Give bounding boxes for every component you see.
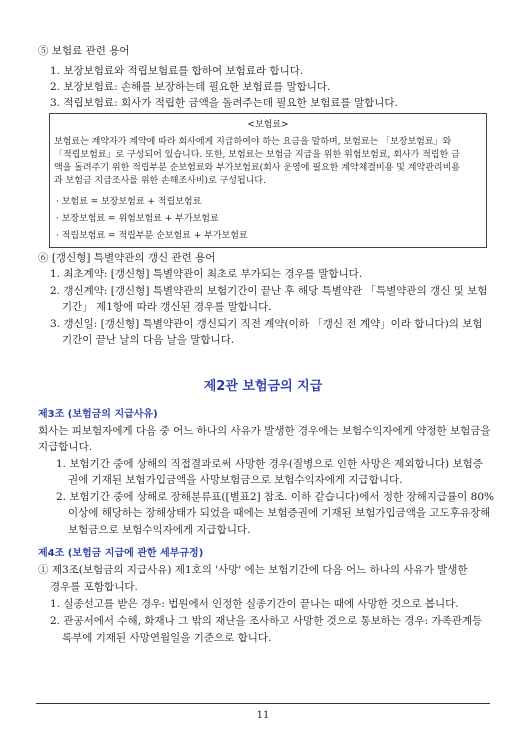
box-bullet-3: · 적립보험료 = 적립부분 순보험료 + 부가보험료 (56, 231, 248, 241)
box-para-line-2: 「적립보험료」로 구성되어 있습니다. 또한, 보험료는 보험금 지급을 위한 위험보험료, 회사가 적립한 금 (54, 150, 460, 160)
sec6-line-1: 1. 최초계약: [갱신형] 특별약관이 최초로 부가되는 경우를 말합니다. (50, 268, 363, 280)
art3-item-1-line-2: 권에 기재된 보험가입금액을 사망보험금으로 보험수익자에게 지급합니다. (68, 474, 403, 486)
article-3-heading: 제3조 (보험금의 지급사유) (38, 409, 158, 420)
art4-item-1: 1. 실종선고를 받은 경우: 법원에서 인정한 실종기간이 끝나는 때에 사망한 것으로 봅니다. (50, 598, 459, 610)
sec5-item-3: 3. 적립보험료: 회사가 적립한 금액을 돌려주는데 필요한 보험료를 말합니다. (50, 97, 398, 109)
art4-item-2-line-2: 록부에 기재된 사망연월일을 기준으로 합니다. (62, 632, 272, 644)
footer-rule (36, 703, 490, 704)
art3-intro-line-2: 지급합니다. (38, 441, 93, 453)
box-para-line-3: 액을 돌려주기 위한 적립부분 순보험료와 부가보험료(회사 운영에 필요한 계약체결비용 및 계약관리비용 (54, 163, 460, 173)
sec6-line-2: 2. 갱신계약: [갱신형] 특별약관의 보험기간이 끝난 후 해당 특별약관 「특별약관의 갱신 및 보험 (50, 285, 488, 297)
sec5-item-1: 1. 보장보험료와 적립보험료를 합하여 보험료라 합니다. (50, 65, 304, 77)
box-title: <보험료> (247, 120, 289, 130)
article-4-heading: 제4조 (보험금 지급에 관한 세부규정) (38, 548, 204, 559)
sec6-line-3: 기간」 제1항에 따라 갱신된 경우를 말합니다. (62, 301, 272, 313)
art3-item-2-line-2: 이상에 해당하는 장해상태가 되었을 때에는 보험증권에 기재된 보험가입금액을 고도후유장해 (68, 507, 491, 519)
art3-item-2-line-1: 2. 보험기간 중에 상해로 장해분류표([별표2] 참조. 이하 같습니다)에서 정한 장해지급률이 80% (56, 491, 494, 503)
art3-intro-line-1: 회사는 피보험자에게 다음 중 어느 하나의 사유가 발생한 경우에는 보험수익자에게 약정한 보험금을 (38, 425, 491, 437)
box-bullet-1: · 보험료 = 보장보험료 + 적립보험료 (56, 197, 202, 207)
chapter-title: 제2관 보험금의 지급 (203, 379, 323, 394)
section-6-heading: ⑥ [갱신형] 특별약관의 갱신 관련 용어 (38, 252, 216, 264)
box-bullet-2: · 보장보험료 = 위험보험료 + 부가보험료 (56, 214, 219, 224)
art4-para-line-2: 경우를 포함합니다. (50, 581, 138, 593)
section-5-heading: ⑤ 보험료 관련 용어 (38, 45, 130, 57)
box-para-line-4: 과 보험금 지급조사를 위한 손해조사비)로 구성됩니다. (54, 176, 266, 186)
box-para-line-1: 보험료는 계약자가 계약에 따라 회사에게 지급하여야 하는 요금을 말하며, 보험료는 「보장보험료」와 (54, 137, 452, 147)
art4-item-2-line-1: 2. 관공서에서 수해, 화재나 그 밖의 재난을 조사하고 사망한 것으로 통보하는 경우: 가족관계등 (50, 615, 483, 627)
art4-para-line-1: ① 제3조(보험금의 지급사유) 제1호의 '사망' 에는 보험기간에 다음 어느 하나의 사유가 발생한 (38, 564, 468, 576)
sec6-line-5: 기간이 끝난 날의 다음 날을 말합니다. (62, 334, 235, 346)
art3-item-1-line-1: 1. 보험기간 중에 상해의 직접결과로써 사망한 경우(질병으로 인한 사망은 제외합니다) 보험증 (56, 458, 483, 470)
art3-item-2-line-3: 보험금으로 보험수익자에게 지급합니다. (68, 524, 251, 536)
sec6-line-4: 3. 갱신일: [갱신형] 특별약관이 갱신되기 직전 계약(이하 「갱신 전 계약」이라 합니다)의 보험 (50, 318, 483, 330)
page-number: 11 (256, 710, 270, 721)
sec5-item-2: 2. 보장보험료: 손해를 보장하는데 필요한 보험료를 말합니다. (50, 81, 331, 93)
premium-info-box (49, 113, 487, 248)
